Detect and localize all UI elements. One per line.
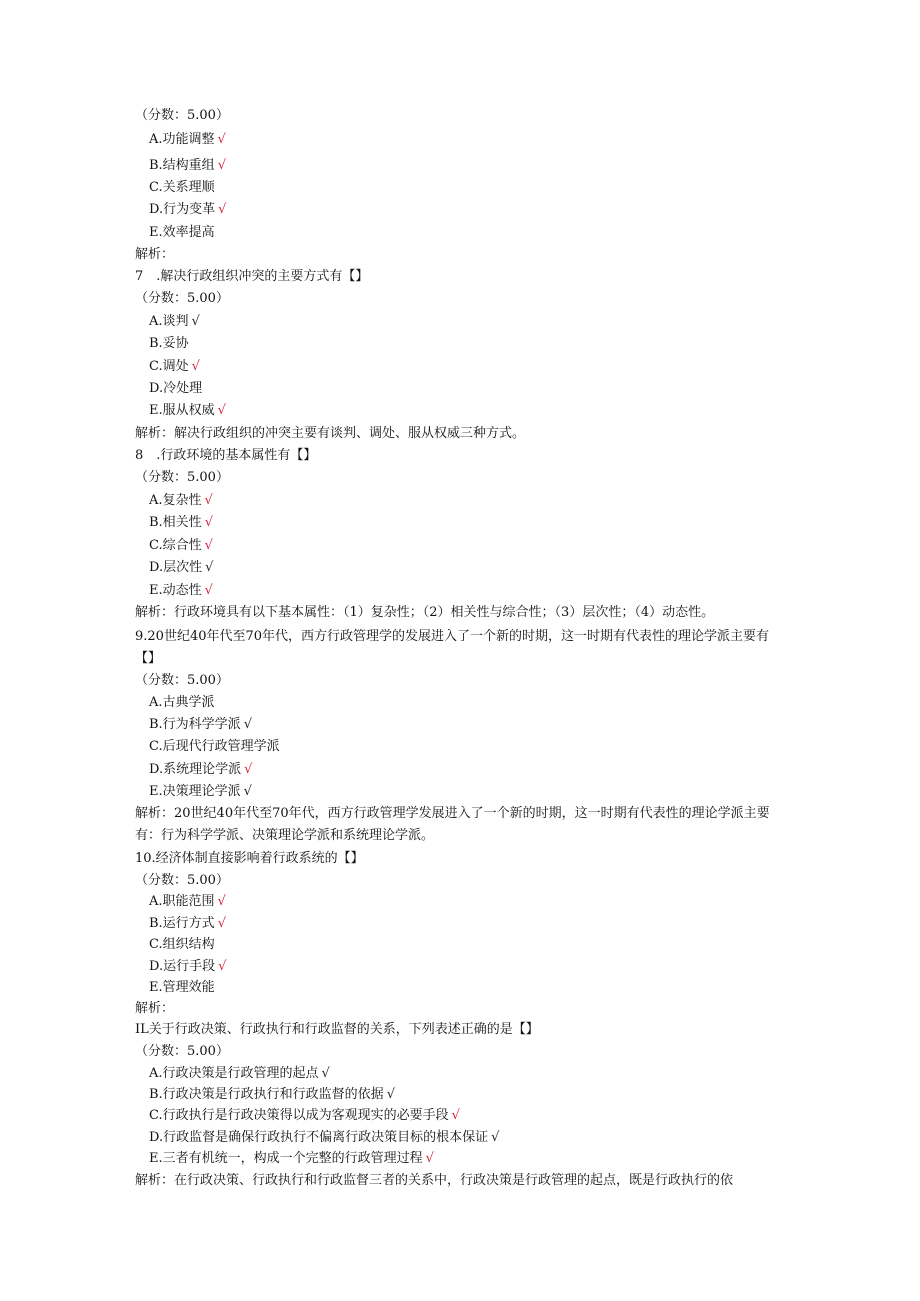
check-mark-icon: √ xyxy=(217,403,226,418)
q10-analysis: 解析： xyxy=(135,1001,175,1016)
q11-score: （分数：5.00） xyxy=(135,1044,229,1059)
check-mark-icon: √ xyxy=(218,202,227,217)
q6-option-d: D.行为变革 √ xyxy=(149,202,227,217)
q8-option-d: D.层次性 √ xyxy=(149,560,214,575)
q8-option-c: C.综合性 √ xyxy=(149,538,213,553)
check-mark-icon: √ xyxy=(217,894,226,909)
q8-score: （分数：5.00） xyxy=(135,470,229,485)
check-mark-icon: √ xyxy=(205,560,214,575)
check-mark-icon: √ xyxy=(243,717,252,732)
q11-option-e: E.三者有机统一，构成一个完整的行政管理过程 √ xyxy=(149,1151,434,1166)
q10-option-a: A.职能范围 √ xyxy=(149,894,226,909)
q9-option-d: D.系统理论学派 √ xyxy=(149,762,253,777)
q8-analysis: 解析：行政环境具有以下基本属性：（1）复杂性；（2）相关性与综合性；（3）层次性；（4）动态性。 xyxy=(135,605,715,620)
check-mark-icon: √ xyxy=(204,515,213,530)
q11-option-a: A.行政决策是行政管理的起点 √ xyxy=(149,1066,330,1081)
q9-option-b: B.行为科学学派 √ xyxy=(149,717,252,732)
q7-score: （分数：5.00） xyxy=(135,291,229,306)
q6-analysis: 解析： xyxy=(135,247,175,262)
q11-option-b: B.行政决策是行政执行和行政监督的依据 √ xyxy=(149,1087,395,1102)
q6-option-c: C.关系理顺 xyxy=(149,180,215,195)
check-mark-icon: √ xyxy=(425,1151,434,1166)
q11-option-d: D.行政监督是确保行政执行不偏离行政决策目标的根本保证 √ xyxy=(149,1130,500,1145)
q9-score: （分数：5.00） xyxy=(135,673,229,688)
q10-title: 10.经济体制直接影响着行政系统的【】 xyxy=(135,851,364,866)
check-mark-icon: √ xyxy=(321,1066,330,1081)
check-mark-icon: √ xyxy=(243,784,252,799)
q8-option-b: B.相关性 √ xyxy=(149,515,213,530)
check-mark-icon: √ xyxy=(491,1130,500,1145)
q7-option-b: B.妥协 xyxy=(149,336,189,351)
check-mark-icon: √ xyxy=(204,538,213,553)
q11-option-c: C.行政执行是行政决策得以成为客观现实的必要手段 √ xyxy=(149,1108,460,1123)
q7-option-e: E.服从权威 √ xyxy=(149,403,226,418)
q9-title: 9.20世纪40年代至70年代，西方行政管理学的发展进入了一个新的时期，这一时期有代表性的理论学派主要有【】 xyxy=(135,629,770,666)
check-mark-icon: √ xyxy=(217,158,226,173)
q10-option-e: E.管理效能 xyxy=(149,980,215,995)
q7-option-d: D.冷处理 xyxy=(149,381,203,396)
q9-option-c: C.后现代行政管理学派 xyxy=(149,739,280,754)
q6-option-b: B.结构重组 √ xyxy=(149,158,226,173)
check-mark-icon: √ xyxy=(218,959,227,974)
q10-option-c: C.组织结构 xyxy=(149,937,215,952)
q6-score: （分数：5.00） xyxy=(135,108,229,123)
q10-option-b: B.运行方式 √ xyxy=(149,916,226,931)
check-mark-icon: √ xyxy=(217,916,226,931)
q7-title: 7 .解决行政组织冲突的主要方式有【】 xyxy=(135,269,369,284)
q6-option-a: A.功能调整 √ xyxy=(149,132,226,147)
q8-option-e: E.动态性 √ xyxy=(149,583,213,598)
check-mark-icon: √ xyxy=(191,314,200,329)
q10-option-d: D.运行手段 √ xyxy=(149,959,227,974)
q10-score: （分数：5.00） xyxy=(135,873,229,888)
check-mark-icon: √ xyxy=(204,583,213,598)
q8-title: 8 .行政环境的基本属性有【】 xyxy=(135,448,317,463)
q11-title: IL关于行政决策、行政执行和行政监督的关系，下列表述正确的是【】 xyxy=(135,1022,539,1037)
q7-option-c: C.调处 √ xyxy=(149,359,200,374)
q9-option-e: E.决策理论学派 √ xyxy=(149,784,252,799)
check-mark-icon: √ xyxy=(244,762,253,777)
check-mark-icon: √ xyxy=(191,359,200,374)
q7-option-a: A.谈判 √ xyxy=(149,314,200,329)
check-mark-icon: √ xyxy=(217,132,226,147)
check-mark-icon: √ xyxy=(451,1108,460,1123)
q6-option-e: E.效率提高 xyxy=(149,225,215,240)
q8-option-a: A.复杂性 √ xyxy=(149,493,213,508)
q7-analysis: 解析：解决行政组织的冲突主要有谈判、调处、服从权威三种方式。 xyxy=(135,426,526,441)
q9-option-a: A.古典学派 xyxy=(149,695,215,710)
q11-analysis: 解析：在行政决策、行政执行和行政监督三者的关系中，行政决策是行政管理的起点，既是行政执行的依 xyxy=(135,1173,734,1188)
q9-analysis: 解析：20世纪40年代至70年代，西方行政管理学发展进入了一个新的时期，这一时期有代表性的理论学派主要有：行为科学学派、决策理论学派和系统理论学派。 xyxy=(135,806,770,843)
check-mark-icon: √ xyxy=(386,1087,395,1102)
check-mark-icon: √ xyxy=(204,493,213,508)
